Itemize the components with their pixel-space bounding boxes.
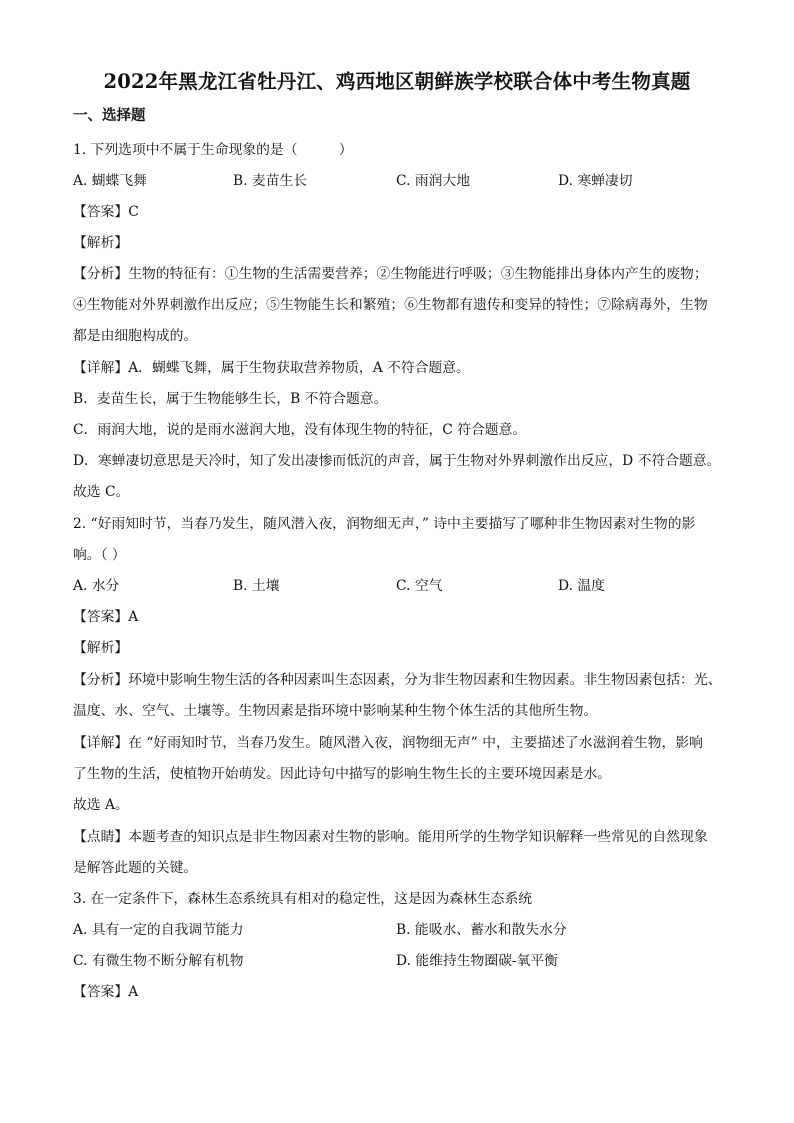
q2-option-c: C. 空气: [396, 578, 443, 594]
answer-tag: 【答案】: [73, 984, 129, 1000]
q2-stem-line-2: 响。（ ）: [73, 547, 126, 563]
q2-analysis-line-2: 温度、水、空气、土壤等。生物因素是指环境中影响某种生物个体生活的其他所生物。: [73, 703, 598, 719]
explain-tag: 【解析】: [73, 640, 129, 656]
q1-stem: 1. 下列选项中不属于生命现象的是（ ）: [73, 142, 353, 158]
q2-answer-value: A: [128, 609, 139, 625]
q1-explain-tag: [73, 233, 128, 253]
q3-answer-value: A: [128, 984, 139, 1000]
detail-tag: 【详解】: [73, 360, 129, 376]
q2-option-a: A. 水分: [73, 578, 120, 594]
q1-analysis-line-1: [73, 264, 708, 284]
q1-detail-line-1: [73, 358, 470, 378]
q3-option-c: C. 有微生物不断分解有机物: [73, 953, 244, 969]
q2-detail-line-3: 故选 A。: [73, 797, 129, 813]
q2-option-d: D. 温度: [558, 578, 605, 594]
q1-detail-line-2: B．麦苗生长，属于生物能够生长，B 不符合题意。: [73, 391, 388, 407]
q1-detail-text-1: A．蝴蝶飞舞，属于生物获取营养物质，A 不符合题意。: [128, 360, 470, 376]
q3-option-a: A. 具有一定的自我调节能力: [73, 922, 244, 938]
q1-answer: [73, 202, 139, 222]
q2-comment-line-1: [73, 827, 708, 847]
q1-detail-line-4: D．寒蝉凄切意思是天冷时，知了发出凄惨而低沉的声音，属于生物对外界刺激作出反应，D 不符合题意。: [73, 453, 721, 469]
q1-option-a: A. 蝴蝶飞舞: [73, 173, 147, 189]
q1-detail-line-3: C．雨润大地，说的是雨水滋润大地，没有体现生物的特征，C 符合题意。: [73, 422, 527, 438]
answer-tag: 【答案】: [73, 204, 129, 220]
q2-analysis-text-1: 环境中影响生物生活的各种因素叫生态因素，分为非生物因素和生物因素。非生物因素包括：光、: [128, 672, 722, 688]
q1-option-b: B. 麦苗生长: [233, 173, 308, 189]
q3-option-b: B. 能吸水、蓄水和散失水分: [396, 922, 567, 938]
section-heading: 一、选择题: [73, 108, 146, 124]
q1-analysis-line-2: ④生物能对外界刺激作出反应；⑤生物能生长和繁殖；⑥生物都有遗传和变异的特性；⑦除病毒外，生物: [73, 297, 708, 313]
q3-option-d: D. 能维持生物圈碳-氧平衡: [396, 953, 558, 969]
q1-option-d: D. 寒蝉凄切: [558, 173, 633, 189]
q2-detail-line-1: [73, 733, 703, 753]
analysis-tag: 【分析】: [73, 672, 129, 688]
q2-analysis-line-1: [73, 670, 721, 690]
q1-analysis-line-3: 都是由细胞构成的。: [73, 328, 198, 344]
q2-detail-text-1: 在 “好雨知时节，当春乃发生。随风潜入夜，润物细无声” 中，主要描述了水滋润着生物，影响: [128, 735, 703, 751]
q1-answer-value: C: [128, 204, 139, 220]
answer-tag: 【答案】: [73, 609, 129, 625]
q3-answer: [73, 982, 138, 1002]
q1-analysis-text-1: 生物的特征有：①生物的生活需要营养；②生物能进行呼吸；③生物能排出身体内产生的废物；: [128, 266, 708, 282]
detail-tag: 【详解】: [73, 735, 129, 751]
analysis-tag: 【分析】: [73, 266, 129, 282]
q2-stem-line-1: 2. “好雨知时节，当春乃发生，随风潜入夜，润物细无声，” 诗中主要描写了哪种非生物因素对生物的影: [73, 516, 696, 532]
page-title: 2022年黑龙江省牡丹江、鸡西地区朝鲜族学校联合体中考生物真题: [103, 70, 691, 93]
q3-stem: 3. 在一定条件下，森林生态系统具有相对的稳定性，这是因为森林生态系统: [73, 891, 533, 907]
q2-option-b: B. 土壤: [233, 578, 280, 594]
q1-option-c: C. 雨润大地: [396, 173, 471, 189]
q1-detail-line-5: 故选 C。: [73, 484, 130, 500]
q2-answer: [73, 607, 138, 627]
comment-tag: 【点睛】: [73, 829, 129, 845]
q2-explain-tag: [73, 638, 128, 658]
q2-detail-line-2: 了生物的生活，使植物开始萌发。因此诗句中描写的影响生物生长的主要环境因素是水。: [73, 766, 612, 782]
q2-comment-line-2: 是解答此题的关键。: [73, 860, 198, 876]
q2-comment-text-1: 本题考查的知识点是非生物因素对生物的影响。能用所学的生物学知识解释一些常见的自然现象: [128, 829, 708, 845]
explain-tag: 【解析】: [73, 235, 129, 251]
